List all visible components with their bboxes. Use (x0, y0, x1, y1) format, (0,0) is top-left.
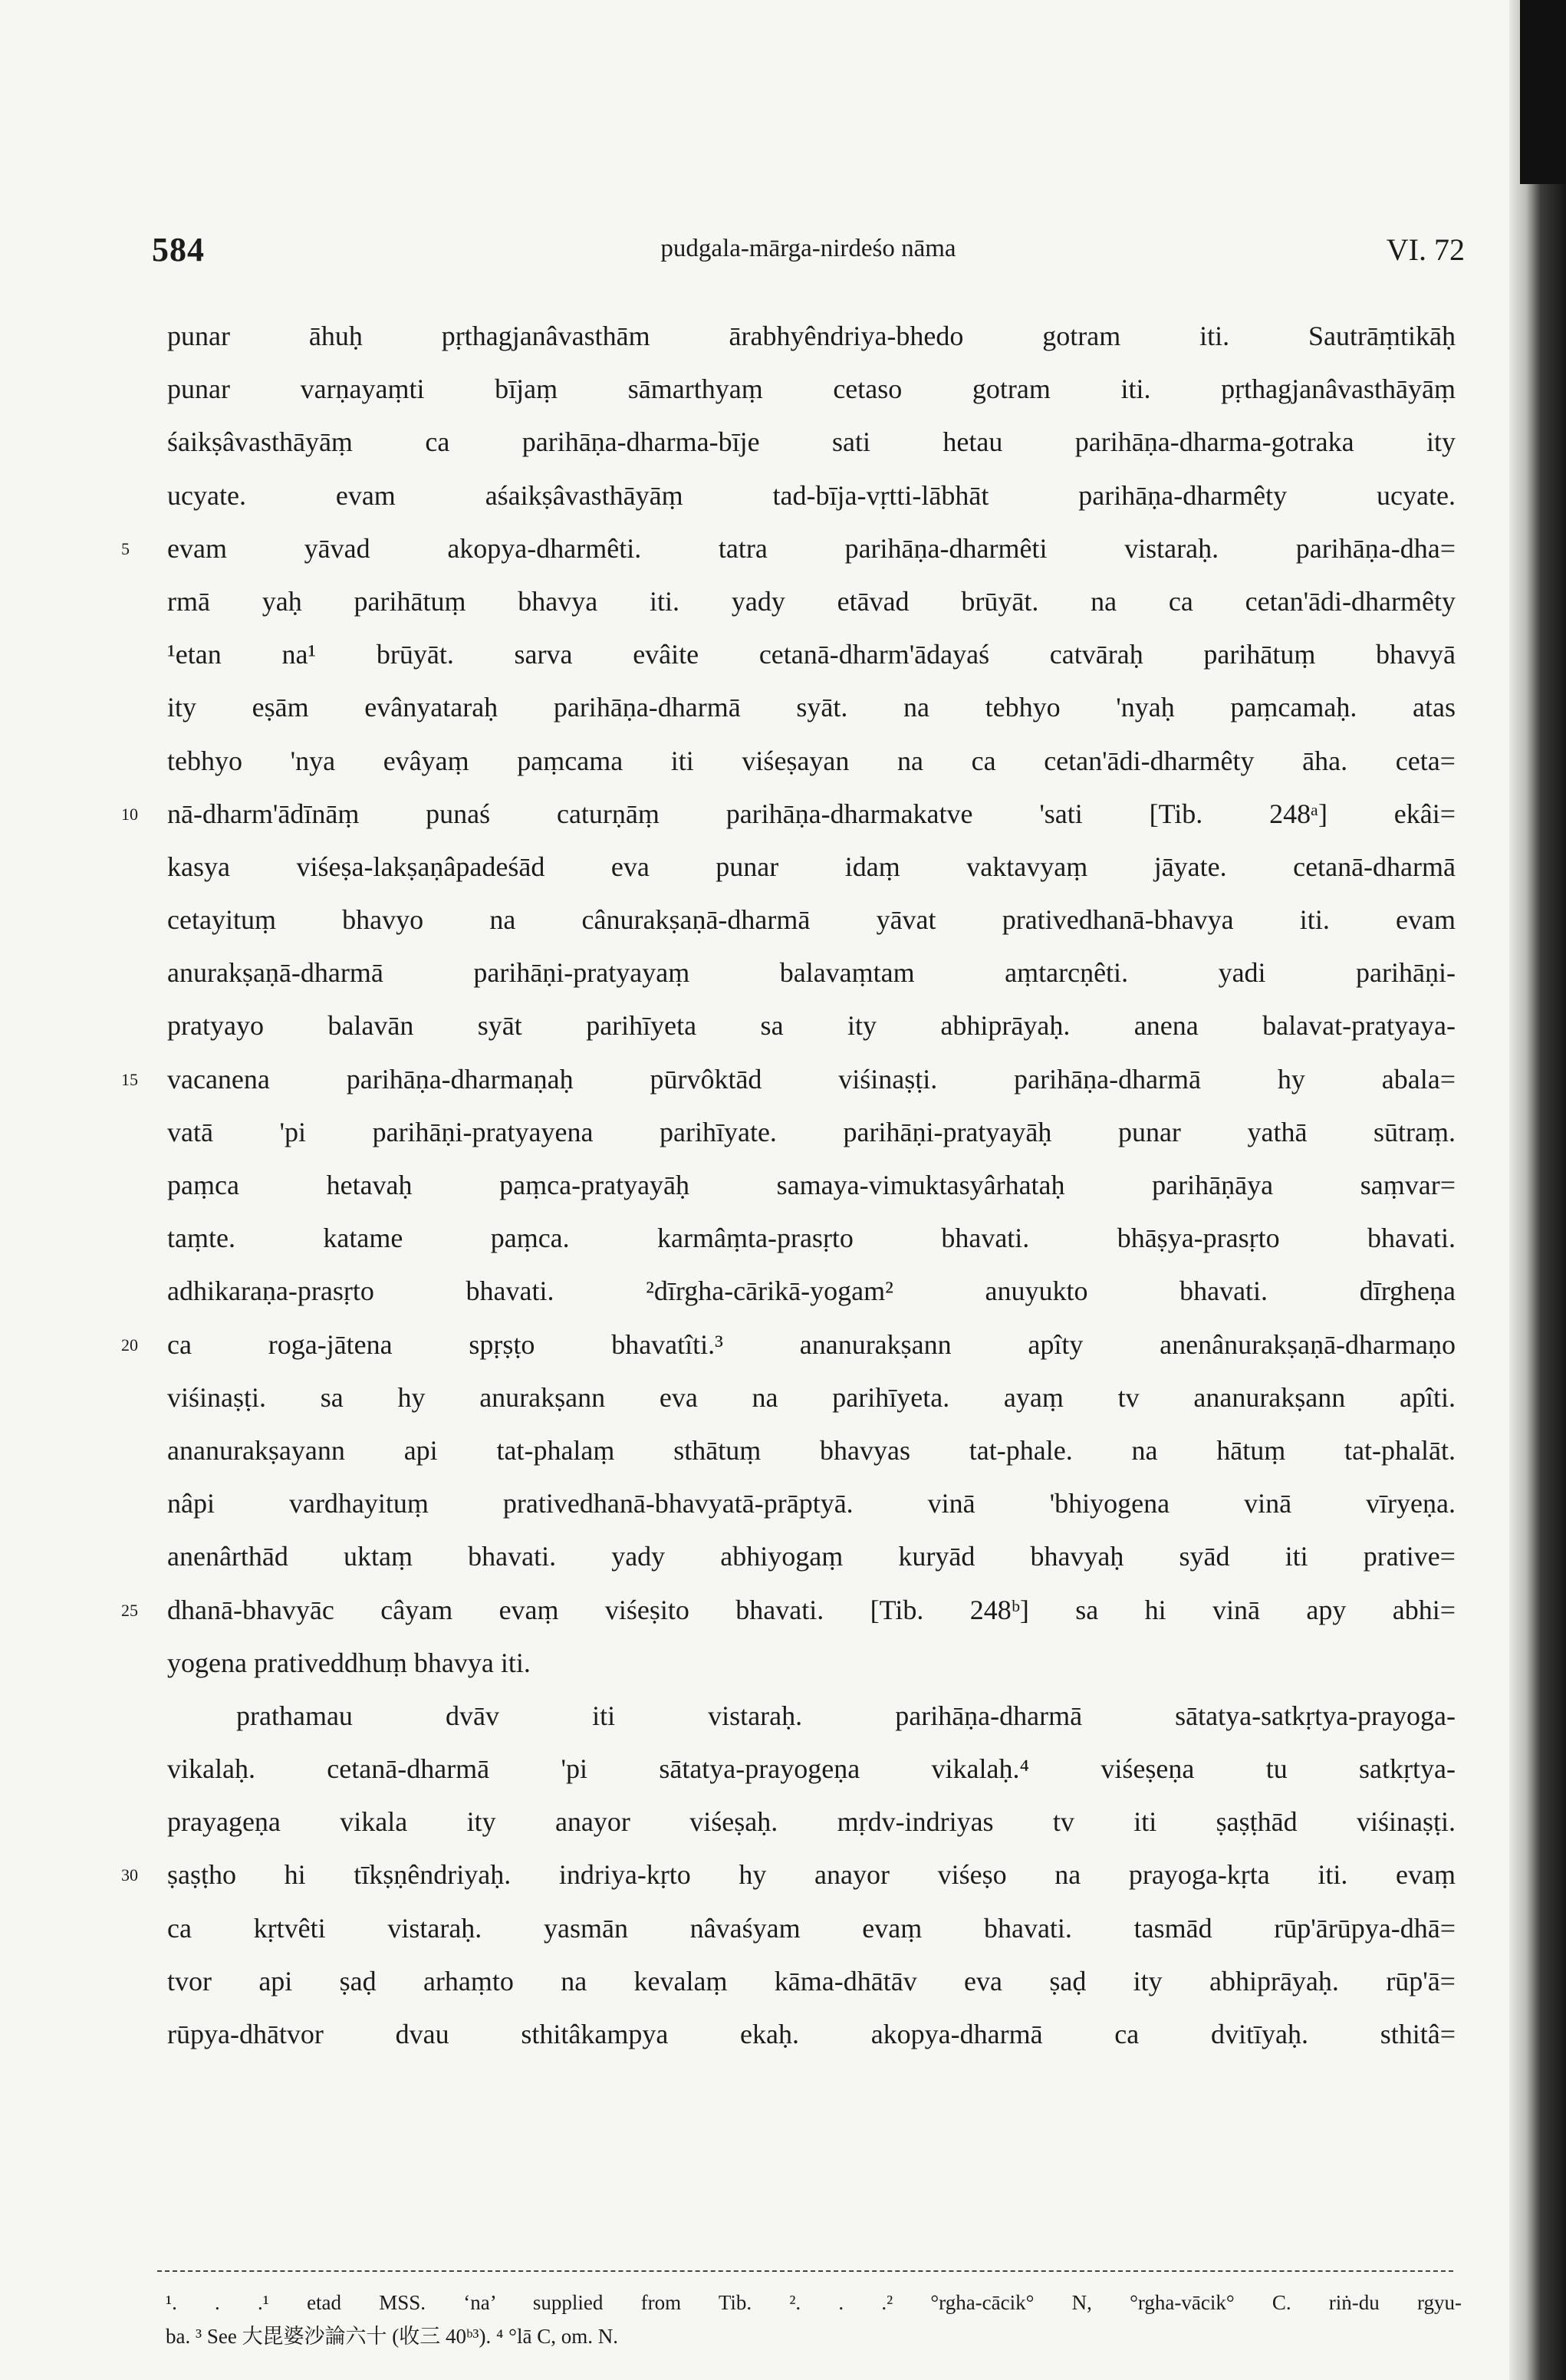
line-text: ca kṛtvêti vistaraḥ. yasmān nâvaśyam evaṃ bhavati. tasmād rūp'ārūpya-dhā= (167, 1912, 1456, 1944)
text-line (167, 1690, 1456, 1743)
text-line (167, 1159, 1456, 1212)
footnote-separator (157, 2270, 1453, 2272)
line-number: 20 (121, 1335, 138, 1355)
line-text: evam yāvad akopya-dharmêti. tatra parihāṇa-dharmêti vistaraḥ. parihāṇa-dha= (167, 532, 1456, 564)
footnote-line (166, 2319, 1462, 2353)
text-line (167, 416, 1456, 469)
footnote-text: ba. ³ See 大毘婆沙論六十 (收三 40ᵇ³). ⁴ °lā C, om. N. (166, 2325, 618, 2348)
line-text: punar āhuḥ pṛthagjanâvasthām ārabhyêndriya-bhedo gotram iti. Sautrāṃtikāḥ (167, 321, 1456, 351)
text-line (121, 1318, 1456, 1371)
line-text: anenârthād uktaṃ bhavati. yady abhiyogaṃ kuryād bhavyaḥ syād iti prative= (167, 1541, 1456, 1572)
footnote-text: ¹. . .¹ etad MSS. ‘na’ supplied from Tib. ². . .² °rgha-cācik° N, °rgha-vācik° C. riṅ-du rgyu- (166, 2291, 1462, 2314)
line-text: pratyayo balavān syāt parihīyeta sa ity abhiprāyaḥ. anena balavat-pratyaya- (167, 1010, 1456, 1042)
text-line (121, 1053, 1456, 1106)
text-line (121, 1848, 1456, 1901)
line-text: adhikaraṇa-prasṛto bhavati. ²dīrgha-cārikā-yogam² anuyukto bhavati. dīrgheṇa (167, 1276, 1456, 1307)
text-line (167, 469, 1456, 522)
text-line (167, 1106, 1456, 1159)
text-line (167, 946, 1456, 999)
line-text: tebhyo 'nya evâyaṃ paṃcama iti viśeṣayan na ca cetan'ādi-dharmêty āha. ceta= (167, 745, 1456, 776)
line-text: ṣaṣṭho hi tīkṣṇêndriyaḥ. indriya-kṛto hy anayor viśeṣo na prayoga-kṛta iti. evaṃ (167, 1859, 1456, 1891)
text-line (167, 1955, 1456, 2008)
line-text: punar varṇayaṃti bījaṃ sāmarthyaṃ cetaso gotram iti. pṛthagjanâvasthāyāṃ (167, 374, 1456, 405)
page-header (152, 230, 1465, 276)
text-line (121, 1584, 1456, 1637)
text-line (167, 1637, 1456, 1690)
line-number: 25 (121, 1600, 138, 1620)
text-line (167, 1212, 1456, 1265)
text-line (167, 1796, 1456, 1848)
line-text: dhanā-bhavyāc câyam evaṃ viśeṣito bhavati. [Tib. 248ᵇ] sa hi vinā apy abhi= (167, 1594, 1456, 1625)
line-text: prayageṇa vikala ity anayor viśeṣaḥ. mṛdv-indriyas tv iti ṣaṣṭhād viśinaṣṭi. (167, 1806, 1456, 1838)
line-text: śaikṣâvasthāyāṃ ca parihāṇa-dharma-bīje sati hetau parihāṇa-dharma-gotraka ity (167, 426, 1456, 458)
line-number: 5 (121, 538, 130, 558)
line-text: cetayituṃ bhavyo na cânurakṣaṇā-dharmā yāvat prativedhanā-bhavya iti. evam (167, 904, 1456, 936)
text-line (167, 894, 1456, 946)
line-text: nâpi vardhayituṃ prativedhanā-bhavyatā-prāptyā. vinā 'bhiyogena vinā vīryeṇa. (167, 1488, 1456, 1519)
line-text: ucyate. evam aśaikṣâvasthāyāṃ tad-bīja-vṛtti-lābhāt parihāṇa-dharmêty ucyate. (167, 479, 1456, 511)
text-line (167, 1902, 1456, 1955)
text-line (167, 575, 1456, 628)
line-text: nā-dharm'ādīnāṃ punaś caturṇāṃ parihāṇa-dharmakatve 'sati [Tib. 248ᵃ] ekâi= (167, 798, 1456, 829)
text-line (167, 1424, 1456, 1477)
running-title: pudgala-mārga-nirdeśo nāma (660, 235, 956, 262)
footnotes (166, 2286, 1462, 2353)
line-number: 30 (121, 1865, 138, 1885)
line-text: ity eṣām evânyataraḥ parihāṇa-dharmā syāt. na tebhyo 'nyaḥ paṃcamaḥ. atas (167, 692, 1456, 723)
footnote-line (166, 2286, 1462, 2319)
line-text: viśinaṣṭi. sa hy anurakṣann eva na parihīyeta. ayaṃ tv ananurakṣann apîti. (167, 1381, 1456, 1413)
line-text: kasya viśeṣa-lakṣaṇâpadeśād eva punar idaṃ vaktavyaṃ jāyate. cetanā-dharmā (167, 851, 1456, 882)
book-spine-shadow (1509, 0, 1566, 2380)
line-text: anurakṣaṇā-dharmā parihāṇi-pratyayaṃ balavaṃtam aṃtarcṇêti. yadi parihāṇi- (167, 957, 1456, 989)
text-line (167, 1265, 1456, 1318)
text-line (167, 841, 1456, 894)
line-text: vikalaḥ. cetanā-dharmā 'pi sātatya-prayogeṇa vikalaḥ.⁴ viśeṣeṇa tu satkṛtya- (167, 1753, 1456, 1785)
line-text: tvor api ṣaḍ arhaṃto na kevalaṃ kāma-dhātāv eva ṣaḍ ity abhiprāyaḥ. rūp'ā= (167, 1965, 1456, 1997)
line-text: vacanena parihāṇa-dharmaṇaḥ pūrvôktād viśinaṣṭi. parihāṇa-dharmā hy abala= (167, 1063, 1456, 1095)
page-number: 584 (152, 231, 205, 268)
line-number: 15 (121, 1069, 138, 1089)
line-text: paṃca hetavaḥ paṃca-pratyayāḥ samaya-vimuktasyârhataḥ parihāṇāya saṃvar= (167, 1170, 1456, 1200)
text-line (167, 1477, 1456, 1530)
text-line (167, 1530, 1456, 1583)
line-number: 10 (121, 804, 138, 824)
text-line (167, 1743, 1456, 1796)
line-text: rmā yaḥ parihātuṃ bhavya iti. yady etāvad brūyāt. na ca cetan'ādi-dharmêty (167, 585, 1456, 617)
text-line (167, 999, 1456, 1052)
text-line (167, 681, 1456, 734)
text-line (167, 2008, 1456, 2061)
text-line (121, 522, 1456, 575)
text-line (167, 1371, 1456, 1424)
section-reference: VI. 72 (1386, 232, 1465, 267)
line-text: yogena prativeddhuṃ bhavya iti. (167, 1647, 531, 1678)
line-text: ¹etan na¹ brūyāt. sarva evâite cetanā-dharm'ādayaś catvāraḥ parihātuṃ bhavyā (167, 639, 1456, 670)
line-text: vatā 'pi parihāṇi-pratyayena parihīyate. parihāṇi-pratyayāḥ punar yathā sūtraṃ. (167, 1116, 1456, 1147)
text-line (167, 363, 1456, 416)
line-text: ca roga-jātena spṛṣṭo bhavatîti.³ ananurakṣann apîty anenânurakṣaṇā-dharmaṇo (167, 1328, 1456, 1360)
text-line (167, 628, 1456, 681)
line-text: taṃte. katame paṃca. karmâṃta-prasṛto bhavati. bhāṣya-prasṛto bhavati. (167, 1223, 1456, 1254)
main-text (121, 310, 1456, 2061)
line-text: prathamau dvāv iti vistaraḥ. parihāṇa-dharmā sātatya-satkṛtya-prayoga- (236, 1700, 1456, 1731)
text-line (167, 310, 1456, 363)
text-line (167, 735, 1456, 788)
line-text: ananurakṣayann api tat-phalaṃ sthātuṃ bhavyas tat-phale. na hātuṃ tat-phalāt. (167, 1434, 1456, 1466)
book-spine-dark-corner (1520, 0, 1566, 184)
line-text: rūpya-dhātvor dvau sthitâkampya ekaḥ. akopya-dharmā ca dvitīyaḥ. sthitâ= (167, 2019, 1456, 2049)
text-line (121, 788, 1456, 841)
